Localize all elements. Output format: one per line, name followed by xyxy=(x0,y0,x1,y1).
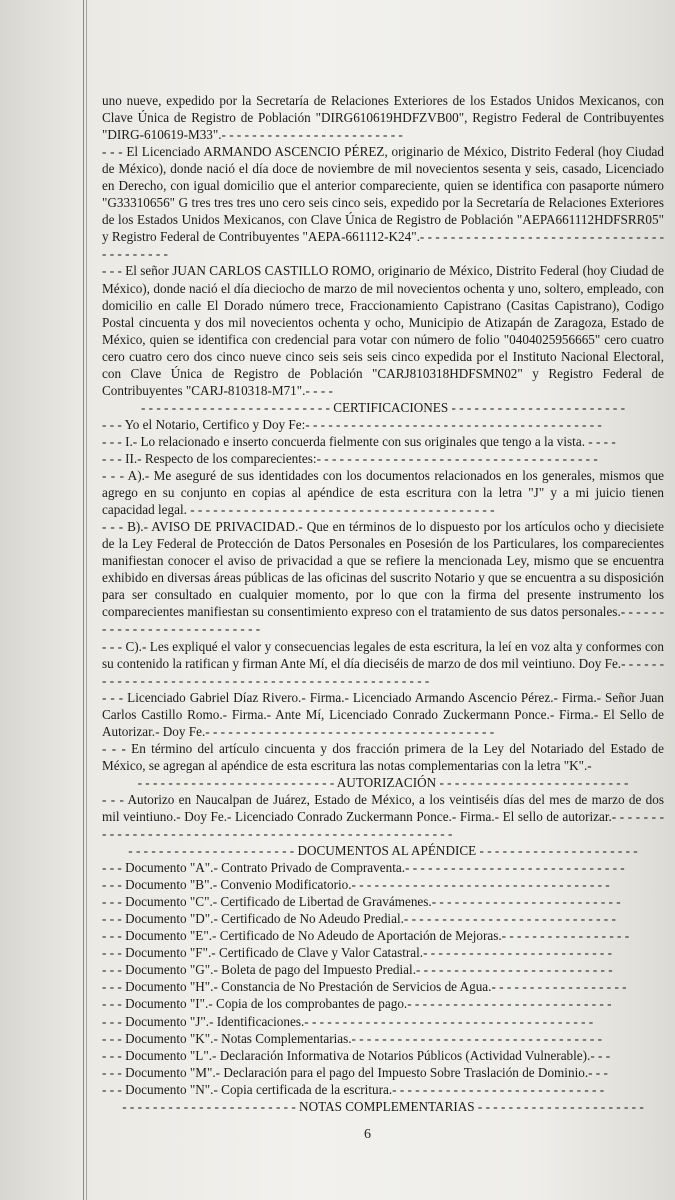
list-item: - - - Documento "N".- Copia certificada de la escritura.- - - - - - - - - - - - - - - - - - - - - - - - - - - - xyxy=(102,1081,605,1097)
list-item: - - - Documento "J".- Identificaciones.- - - - - - - - - - - - - - - - - - - - - - - - - - - - - - - - - - - - - - xyxy=(102,1013,594,1029)
list-item: - - - Documento "I".- Copia de los comprobantes de pago.- - - - - - - - - - - - - - - - - - - - - - - - - - - xyxy=(102,996,612,1012)
paragraph-signatures: - - - Licenciado Gabriel Díaz Rivero.- Firma.- Licenciado Armando Ascencio Pérez.- Firma.- Señor Juan Carlos Castillo Romo.- Firma.- Ante Mí, Licenciado Conrado Zuckermann Ponce.- Firma.- El Sello de Autorizar.- Doy Fe.- - - - - - - - - - - - - - - - - - - - - - - - - - - - - - - - - - - - - - xyxy=(102,689,664,739)
heading-certificaciones: - - - - - - - - - - - - - - - - - - - - - - - - - CERTIFICACIONES - - - - - - - - - - - - - - - - - - - - - - - xyxy=(140,399,625,415)
deed-body-text xyxy=(102,92,664,1115)
list-item: - - - Documento "E".- Certificado de No Adeudo de Aportación de Mejoras.- - - - - - - - - - - - - - - - - xyxy=(102,928,630,944)
page-number: 6 xyxy=(364,1127,371,1142)
list-item: - - - Documento "B".- Convenio Modificatorio.- - - - - - - - - - - - - - - - - - - - - - - - - - - - - - - - - - xyxy=(102,877,610,893)
paragraph-item-I: - - - I.- Lo relacionado e inserto concuerda fielmente con sus originales que tengo a la vista. - - - - xyxy=(102,433,616,449)
margin-rule xyxy=(83,0,84,1200)
list-item: - - - Documento "H".- Constancia de No Prestación de Servicios de Agua.- - - - - - - - - - - - - - - - - - xyxy=(102,979,627,995)
margin-rule-inner xyxy=(86,0,87,1200)
heading-notas-complementarias: - - - - - - - - - - - - - - - - - - - - - - - NOTAS COMPLEMENTARIAS - - - - - - - - - - - - - - - - - - - - - - xyxy=(122,1098,644,1114)
paragraph-notas-complementarias-ref: - - - En término del artículo cincuenta y dos fracción primera de la Ley del Notariado del Estado de México, se agregan al apéndice de esta escritura las notas complementarias con la letra "K".- xyxy=(102,740,664,773)
list-item: - - - Documento "K".- Notas Complementarias.- - - - - - - - - - - - - - - - - - - - - - - - - - - - - - - - - xyxy=(102,1030,602,1046)
paragraph-juan-carlos-castillo: - - - El señor JUAN CARLOS CASTILLO ROMO, originario de México, Distrito Federal (hoy Ciudad de México), donde nació el día dieciocho de marzo de mil novecientos ochenta y uno, soltero, empleado, con domicilio en calle El Dorado número trece, Fraccionamiento Capistrano (Casitas Capistrano), Codigo Postal cincuenta y dos mil novecientos ochenta y ocho, Municipio de Atizapán de Zaragoza, Estado de México, quien se identifica con credencial para votar con número de folio "0404025956665" cero cuatro cero cuatro cero dos cinco nueve cinco seis seis seis cinco expedida por el Instituto Nacional Electoral, con Clave Única de Registro de Población "CARJ810318HDFSMN02" y Registro Federal de Contribuyentes "CARJ-810318-M71".- - - - xyxy=(102,263,664,398)
paragraph-item-C: - - - C).- Les expliqué el valor y consecuencias legales de esta escritura, la leí en voz alta y conformes con su contenido la ratifican y firman Ante Mí, el día dieciséis de marzo de dos mil veintiuno. Doy Fe.- - - - - - - - - - - - - - - - - - - - - - - - - - - - - - - - - - - - - - - - - - - - - - - - - xyxy=(102,638,664,688)
heading-autorizacion: - - - - - - - - - - - - - - - - - - - - - - - - - - AUTORIZACIÓN - - - - - - - - - - - - - - - - - - - - - - - - - xyxy=(137,774,629,790)
paragraph-notario-certifico: - - - Yo el Notario, Certifico y Doy Fe:- - - - - - - - - - - - - - - - - - - - - - - - - - - - - - - - - - - - - - - xyxy=(102,416,602,432)
list-item: - - - Documento "C".- Certificado de Libertad de Gravámenes.- - - - - - - - - - - - - - - - - - - - - - - - - xyxy=(102,894,621,910)
paragraph-armando-ascencio: - - - El Licenciado ARMANDO ASCENCIO PÉREZ, originario de México, Distrito Federal (hoy Ciudad de México), donde nació el día doce de noviembre de mil novecientos sesenta y seis, casado, Licenciado en Derecho, con igual domicilio que el anterior compareciente, quien se identifica con pasaporte número "G33310656" G tres tres tres uno cero seis cinco seis, expedido por la Secretaría de Relaciones Exteriores de los Estados Unidos Mexicanos, con Clave Única de Registro de Población "AEPA661112HDFSRR05" y Registro Federal de Contribuyentes "AEPA-661112-K24".- - - - - - - - - - - - - - - - - - - - - - - - - - - - - - - - - - - - - - - - - xyxy=(102,144,664,262)
paragraph-autorizo: - - - Autorizo en Naucalpan de Juárez, Estado de México, a los veintiséis días del mes de marzo de dos mil veintiuno.- Doy Fe.- Licenciado Conrado Zuckermann Ponce.- Firma.- El sello de autorizar.- - - - - - - - - - - - - - - - - - - - - - - - - - - - - - - - - - - - - - - - - - - - - - - - - - - - - xyxy=(102,791,664,842)
paragraph-item-II: - - - II.- Respecto de los comparecientes:- - - - - - - - - - - - - - - - - - - - - - - - - - - - - - - - - - - - - xyxy=(102,450,598,466)
list-item: - - - Documento "M".- Declaración para el pago del Impuesto Sobre Traslación de Dominio.- - - xyxy=(102,1064,608,1080)
list-item: - - - Documento "A".- Contrato Privado de Compraventa.- - - - - - - - - - - - - - - - - - - - - - - - - - - - - xyxy=(102,860,625,876)
paragraph-item-B-aviso-privacidad: - - - B).- AVISO DE PRIVACIDAD.- Que en términos de lo dispuesto por los artículos ocho y diecisiete de la Ley Federal de Protección de Datos Personales en Posesión de los Particulares, los comparecientes manifiestan conocer el aviso de privacidad a que se refiere la mencionada Ley, mismo que se encuentra exhibido en diversas áreas públicas de las oficinas del suscrito Notario y que se encuentra a su disposición para ser consultado en cualquier momento, por lo que con la firma del presente instrumento los comparecientes manifiestan su consentimiento expreso con el tratamiento de sus datos personales.- - - - - - - - - - - - - - - - - - - - - - - - - - - xyxy=(102,519,664,637)
list-item: - - - Documento "F".- Certificado de Clave y Valor Catastral.- - - - - - - - - - - - - - - - - - - - - - - - - xyxy=(102,945,612,961)
list-item: - - - Documento "L".- Declaración Informativa de Notarios Públicos (Actividad Vulnerable).- - - xyxy=(102,1047,611,1063)
list-item: - - - Documento "G".- Boleta de pago del Impuesto Predial.- - - - - - - - - - - - - - - - - - - - - - - - - - xyxy=(102,962,613,978)
heading-documentos-apendice: - - - - - - - - - - - - - - - - - - - - - - DOCUMENTOS AL APÉNDICE - - - - - - - - - - - - - - - - - - - - - xyxy=(128,843,638,859)
paragraph-item-A: - - - A).- Me aseguré de sus identidades con los documentos relacionados en los generales, mismos que agrego en su conjunto en copias al apéndice de esta escritura con la letra "J" y a mi juicio tienen capacidad legal. - - - - - - - - - - - - - - - - - - - - - - - - - - - - - - - - - - - - - - - - xyxy=(102,468,664,518)
appendix-document-list xyxy=(102,859,664,1098)
list-item: - - - Documento "D".- Certificado de No Adeudo Predial.- - - - - - - - - - - - - - - - - - - - - - - - - - - - xyxy=(102,911,616,927)
paragraph-gabriel-diaz-continuation: uno nueve, expedido por la Secretaría de Relaciones Exteriores de los Estados Unidos Mexicanos, con Clave Única de Registro de Población "DIRG610619HDFZVB00", Registro Federal de Contribuyentes "DIRG-610619-M33".- - - - - - - - - - - - - - - - - - - - - - - - xyxy=(102,93,664,143)
